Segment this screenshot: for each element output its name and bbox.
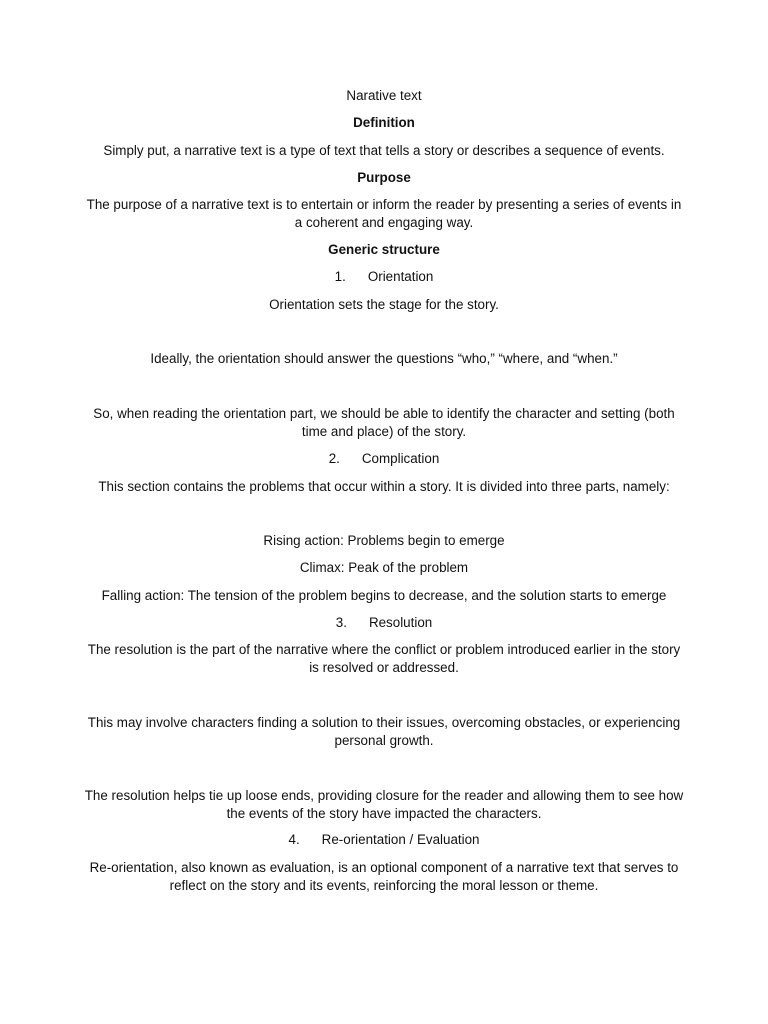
list-label: Complication — [361, 451, 440, 466]
document-title: Narative text — [346, 88, 422, 103]
orientation-paragraph-3: So, when reading the orientation part, we should be able to identify the character and setting (both time and place) of the story. — [93, 406, 675, 439]
rising-action-line: Rising action: Problems begin to emerge — [263, 533, 505, 548]
list-label: Orientation — [367, 269, 434, 284]
definition-heading: Definition — [353, 115, 415, 130]
falling-action-line: Falling action: The tension of the problem begins to decrease, and the solution starts to emerge — [101, 588, 667, 603]
resolution-paragraph-3: The resolution helps tie up loose ends, providing closure for the reader and allowing them to see how the events of the story have impacted the characters. — [84, 788, 684, 821]
list-number: 4. — [288, 832, 300, 847]
list-number: 2. — [328, 451, 340, 466]
orientation-paragraph-1: Orientation sets the stage for the story. — [269, 297, 499, 312]
reorientation-list-item — [84, 831, 684, 849]
list-label: Resolution — [368, 615, 433, 630]
list-number: 3. — [335, 615, 347, 630]
purpose-paragraph: The purpose of a narrative text is to entertain or inform the reader by presenting a series of events in a coherent and engaging way. — [86, 197, 682, 230]
resolution-paragraph-2: This may involve characters finding a solution to their issues, overcoming obstacles, or experiencing personal growth. — [87, 715, 681, 748]
generic-structure-heading: Generic structure — [328, 242, 440, 257]
list-label: Re-orientation / Evaluation — [321, 832, 480, 847]
resolution-list-item — [84, 614, 684, 632]
orientation-list-item — [84, 268, 684, 286]
purpose-heading: Purpose — [357, 170, 411, 185]
reorientation-paragraph: Re-orientation, also known as evaluation, is an optional component of a narrative text that serves to reflect on the story and its events, reinforcing the moral lesson or theme. — [89, 860, 679, 893]
climax-line: Climax: Peak of the problem — [299, 560, 469, 575]
resolution-paragraph-1: The resolution is the part of the narrative where the conflict or problem introduced earlier in the story is resolved or addressed. — [87, 642, 681, 675]
list-number: 1. — [334, 269, 346, 284]
complication-paragraph: This section contains the problems that occur within a story. It is divided into three parts, namely: — [98, 479, 670, 494]
orientation-paragraph-2: Ideally, the orientation should answer the questions “who,” “where, and “when.” — [150, 351, 618, 366]
complication-list-item — [84, 450, 684, 468]
definition-paragraph: Simply put, a narrative text is a type of text that tells a story or describes a sequence of events. — [103, 143, 665, 158]
